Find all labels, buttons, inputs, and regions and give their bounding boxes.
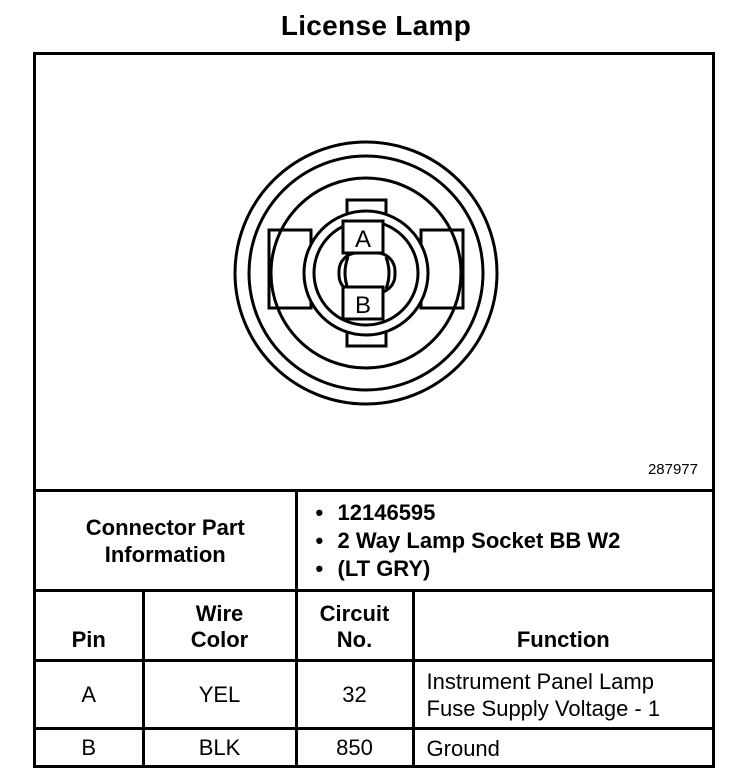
lamp-socket-drawing (36, 55, 712, 489)
function-cell: Instrument Panel Lamp Fuse Supply Voltage - 1 (413, 661, 712, 729)
pin-a-label: A (354, 226, 372, 253)
connector-part-list (298, 495, 713, 587)
table-row (36, 729, 712, 767)
page-title: License Lamp (280, 10, 472, 41)
circuit-cell: 32 (296, 661, 413, 729)
pin-cell: A (36, 661, 143, 729)
header-wire-color: Wire Color (143, 591, 296, 661)
reference-number: 287977 (647, 461, 698, 478)
table-row (36, 661, 712, 729)
connector-info-row (36, 491, 712, 591)
circuit-cell: 850 (296, 729, 413, 767)
part-description: • 2 Way Lamp Socket BB W2 (338, 527, 713, 555)
color-cell: YEL (143, 661, 296, 729)
header-circuit-no: Circuit No. (296, 591, 413, 661)
connector-part-label: Connector Part Information (85, 514, 245, 567)
header-function: Function (413, 591, 712, 661)
part-number: • 12146595 (338, 499, 713, 527)
color-cell: BLK (143, 729, 296, 767)
part-color: • (LT GRY) (338, 555, 713, 583)
connector-table (36, 489, 712, 767)
connector-diagram (36, 55, 712, 489)
connector-sheet (33, 52, 715, 768)
pin-b-label: B (354, 292, 372, 319)
pin-cell: B (36, 729, 143, 767)
table-header-row (36, 591, 712, 661)
header-pin: Pin (36, 591, 143, 661)
function-cell: Ground (413, 729, 712, 767)
